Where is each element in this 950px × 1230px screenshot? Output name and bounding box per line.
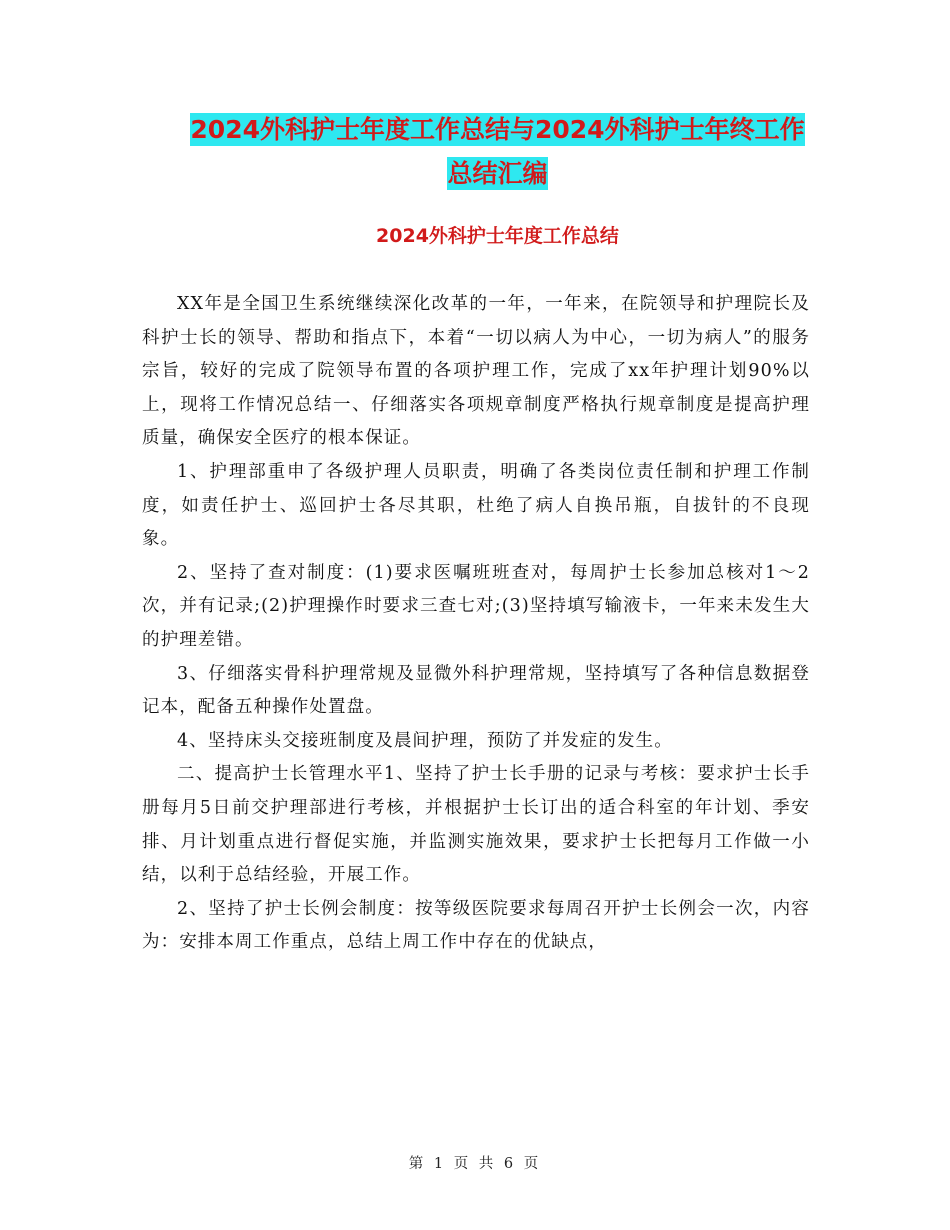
paragraph: 1、护理部重申了各级护理人员职责，明确了各类岗位责任制和护理工作制度，如责任护士、巡回护士各尽其职，杜绝了病人自换吊瓶，自拔针的不良现象。 <box>142 461 810 550</box>
title-highlight: 总结汇编 <box>447 159 548 188</box>
paragraph: 2、坚持了护士长例会制度：按等级医院要求每周召开护士长例会一次，内容为：安排本周工作重点，总结上周工作中存在的优缺点， <box>142 898 810 953</box>
paragraph: XX年是全国卫生系统继续深化改革的一年，一年来，在院领导和护理院长及科护士长的领导、帮助和指点下，本着“一切以病人为中心，一切为病人”的服务宗旨，较好的完成了院领导布置的各项护理工作，完成了xx年护理计划90%以上，现将工作情况总结一、仔细落实各项规章制度严格执行规章制度是提高护理质量，确保安全医疗的根本保证。 <box>142 294 810 449</box>
document-title-line-1 <box>140 108 855 152</box>
section-title: 2024外科护士年度工作总结 <box>376 225 619 247</box>
paragraph: 二、提高护士长管理水平1、坚持了护士长手册的记录与考核：要求护士长手册每月5日前交护理部进行考核，并根据护士长订出的适合科室的年计划、季安排、月计划重点进行督促实施，并监测实施效果，要求护士长把每月工作做一小结，以利于总结经验，开展工作。 <box>142 764 810 886</box>
title-highlight: 2024外科护士年度工作总结与2024外科护士年终工作 <box>190 115 805 144</box>
page-footer: 第 1 页 共 6 页 <box>408 1156 542 1172</box>
paragraph: 2、坚持了查对制度：(1)要求医嘱班班查对，每周护士长参加总核对1～2次，并有记录;(2)护理操作时要求三查七对;(3)坚持填写输液卡，一年来未发生大的护理差错。 <box>142 562 810 650</box>
paragraph: 3、仔细落实骨科护理常规及显微外科护理常规，坚持填写了各种信息数据登记本，配备五种操作处置盘。 <box>142 663 810 718</box>
document-body <box>142 288 810 960</box>
paragraph: 4、坚持床头交接班制度及晨间护理，预防了并发症的发生。 <box>177 730 673 751</box>
document-title-line-2 <box>140 152 855 196</box>
